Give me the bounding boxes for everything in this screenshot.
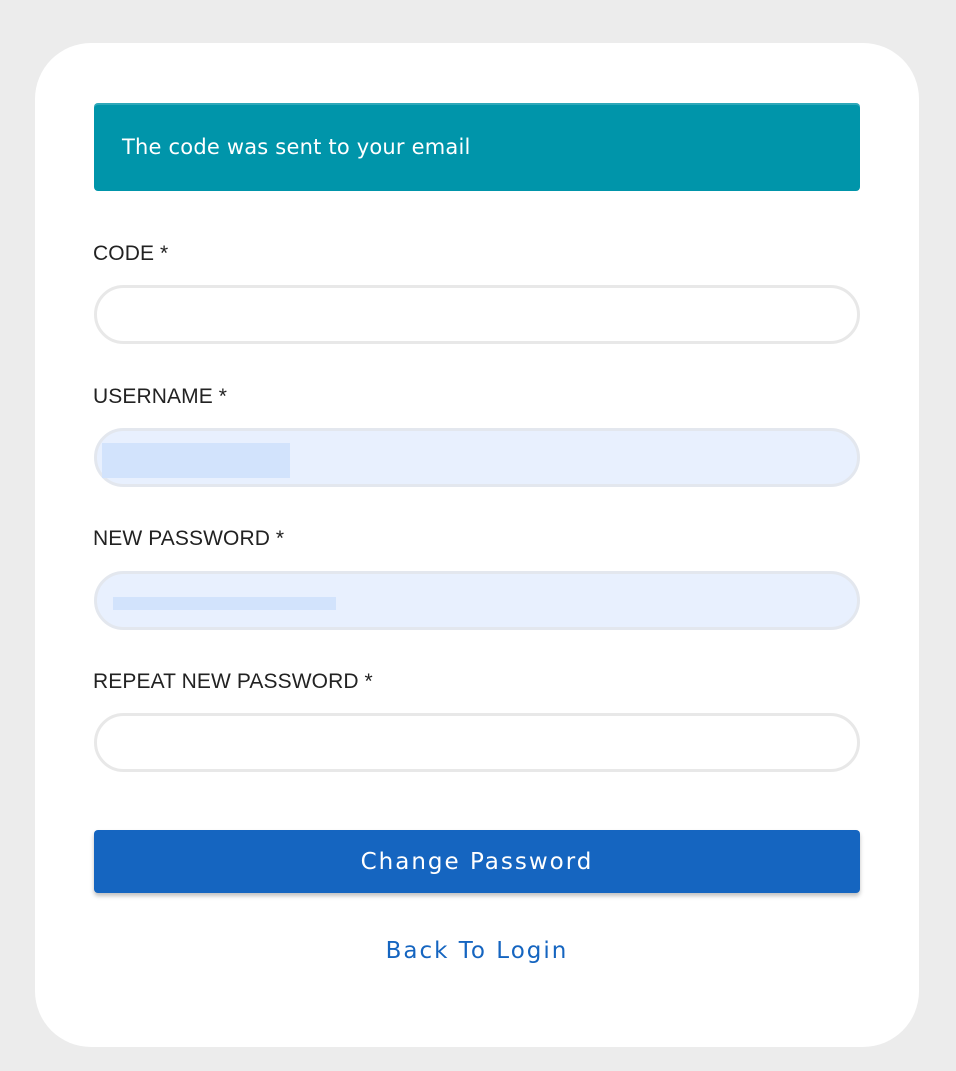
change-password-card [35, 43, 919, 1047]
new-password-masked-value [113, 597, 336, 610]
code-input[interactable] [94, 285, 860, 344]
new-password-label: NEW PASSWORD * [93, 527, 285, 550]
info-alert [94, 103, 860, 191]
change-password-button[interactable]: Change Password [94, 830, 860, 893]
username-label: USERNAME * [93, 385, 228, 408]
alert-message: The code was sent to your email [122, 135, 471, 159]
username-input[interactable] [94, 428, 860, 487]
repeat-password-input[interactable] [94, 713, 860, 772]
new-password-input[interactable] [94, 571, 860, 630]
code-label: CODE * [93, 242, 169, 265]
repeat-password-label: REPEAT NEW PASSWORD * [93, 670, 373, 693]
username-autofill-value [102, 443, 290, 478]
back-to-login-link[interactable]: Back To Login [385, 938, 569, 964]
